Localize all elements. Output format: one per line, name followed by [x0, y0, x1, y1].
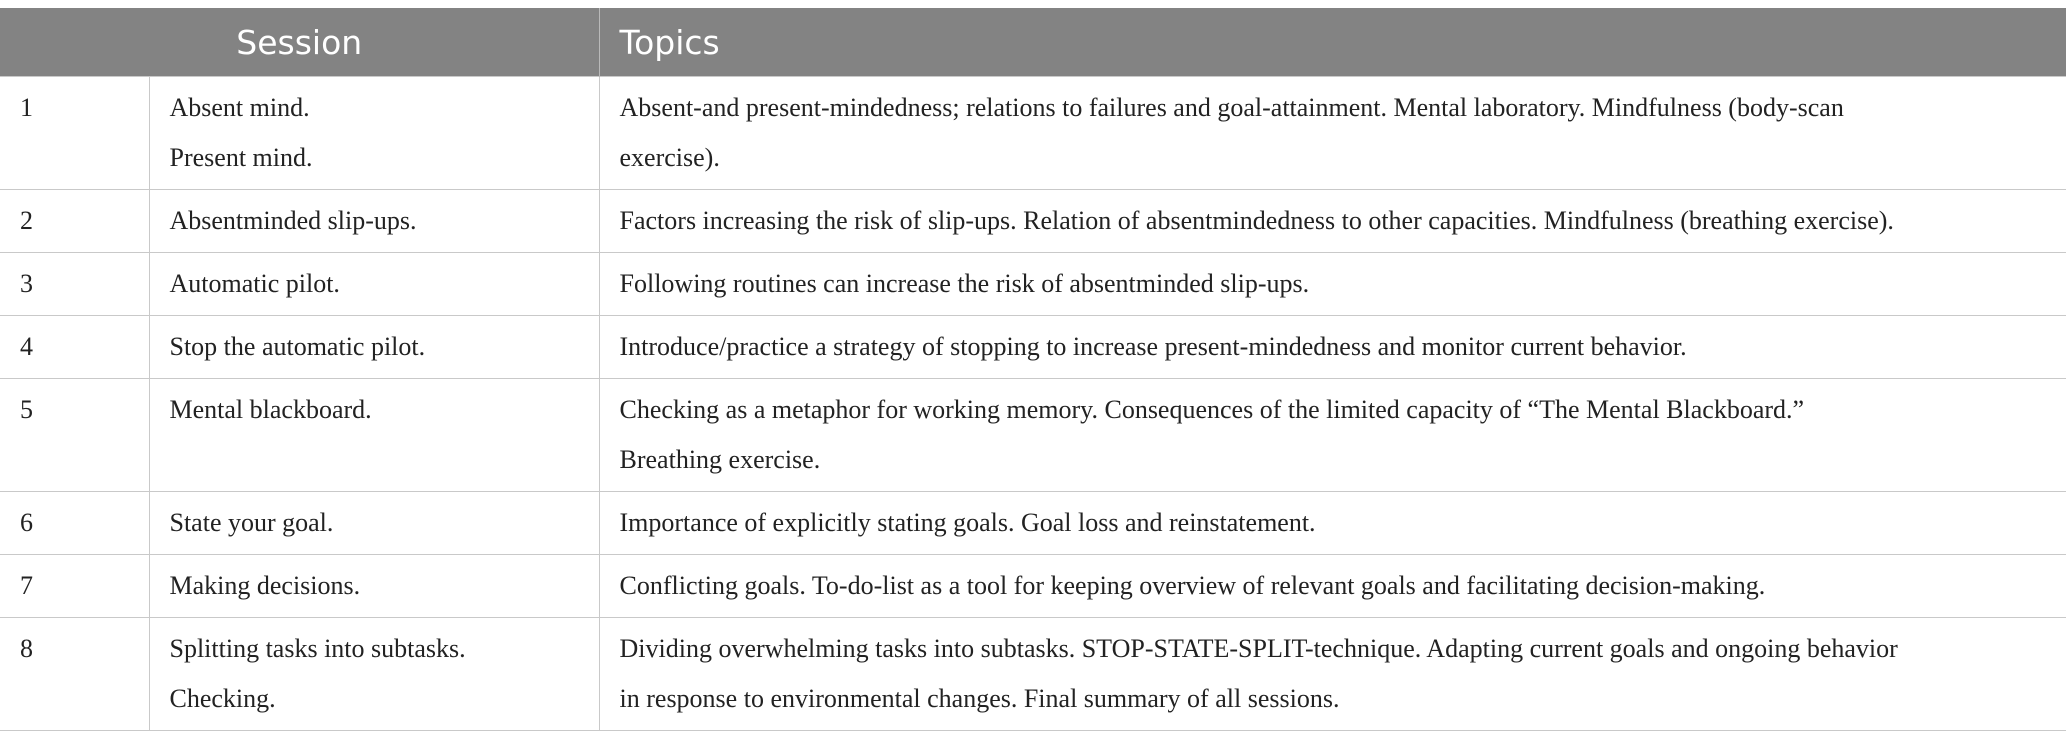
table-header	[0, 8, 2066, 77]
session-title-line: Checking.	[169, 684, 276, 713]
table-row	[0, 555, 2066, 618]
session-title-line: State your goal.	[169, 508, 334, 537]
header-row	[0, 8, 2066, 77]
table-row	[0, 77, 2066, 190]
topics-line: in response to environmental changes. Final summary of all sessions.	[619, 684, 1340, 713]
session-number-cell: 5	[0, 379, 149, 492]
session-title-cell	[149, 379, 599, 492]
table-row	[0, 492, 2066, 555]
topics-cell	[599, 253, 2066, 316]
table-row	[0, 379, 2066, 492]
topics-cell	[599, 77, 2066, 190]
topics-cell	[599, 379, 2066, 492]
sessions-table	[0, 8, 2066, 731]
session-number-cell: 3	[0, 253, 149, 316]
topics-line: Importance of explicitly stating goals. Goal loss and reinstatement.	[619, 508, 1316, 537]
topics-line: Absent-and present-mindedness; relations to failures and goal-attainment. Mental laboratory. Mindfulness (body-scan	[619, 93, 1844, 122]
session-title-line: Present mind.	[169, 143, 313, 172]
session-title-line: Mental blackboard.	[169, 395, 372, 424]
topics-cell	[599, 316, 2066, 379]
table-row	[0, 190, 2066, 253]
topics-line: Dividing overwhelming tasks into subtasks. STOP-STATE-SPLIT-technique. Adapting current goals and ongoing behavior	[619, 634, 1898, 663]
session-title-cell	[149, 190, 599, 253]
topics-line: exercise).	[619, 143, 720, 172]
topics-cell	[599, 555, 2066, 618]
table-row	[0, 618, 2066, 731]
session-column-header: Session	[0, 8, 599, 77]
topics-cell	[599, 492, 2066, 555]
table-row	[0, 253, 2066, 316]
topics-column-header: Topics	[599, 8, 2066, 77]
session-title-line: Automatic pilot.	[169, 269, 340, 298]
session-title-cell	[149, 77, 599, 190]
session-number-cell: 4	[0, 316, 149, 379]
topics-line: Checking as a metaphor for working memory. Consequences of the limited capacity of “The Mental Blackboard.”	[619, 395, 1805, 424]
session-number-cell: 8	[0, 618, 149, 731]
session-title-cell	[149, 618, 599, 731]
topics-cell	[599, 190, 2066, 253]
session-title-cell	[149, 253, 599, 316]
session-title-line: Splitting tasks into subtasks.	[169, 634, 466, 663]
session-number-cell: 6	[0, 492, 149, 555]
session-title-cell	[149, 492, 599, 555]
topics-line: Conflicting goals. To-do-list as a tool for keeping overview of relevant goals and facilitating decision-making.	[619, 571, 1766, 600]
session-title-line: Stop the automatic pilot.	[169, 332, 426, 361]
session-number-cell: 7	[0, 555, 149, 618]
session-title-line: Absentminded slip-ups.	[169, 206, 417, 235]
session-title-cell	[149, 555, 599, 618]
session-title-line: Absent mind.	[169, 93, 310, 122]
topics-cell	[599, 618, 2066, 731]
table-body	[0, 77, 2066, 731]
sessions-table-container	[0, 8, 2066, 731]
topics-line: Introduce/practice a strategy of stopping to increase present-mindedness and monitor current behavior.	[619, 332, 1687, 361]
topics-line: Following routines can increase the risk of absentminded slip-ups.	[619, 269, 1310, 298]
topics-line: Factors increasing the risk of slip-ups. Relation of absentmindedness to other capacities. Mindfulness (breathing exercise).	[619, 206, 1894, 235]
session-number-cell: 2	[0, 190, 149, 253]
session-title-line: Making decisions.	[169, 571, 361, 600]
table-row	[0, 316, 2066, 379]
session-number-cell: 1	[0, 77, 149, 190]
session-title-cell	[149, 316, 599, 379]
topics-line: Breathing exercise.	[619, 445, 821, 474]
